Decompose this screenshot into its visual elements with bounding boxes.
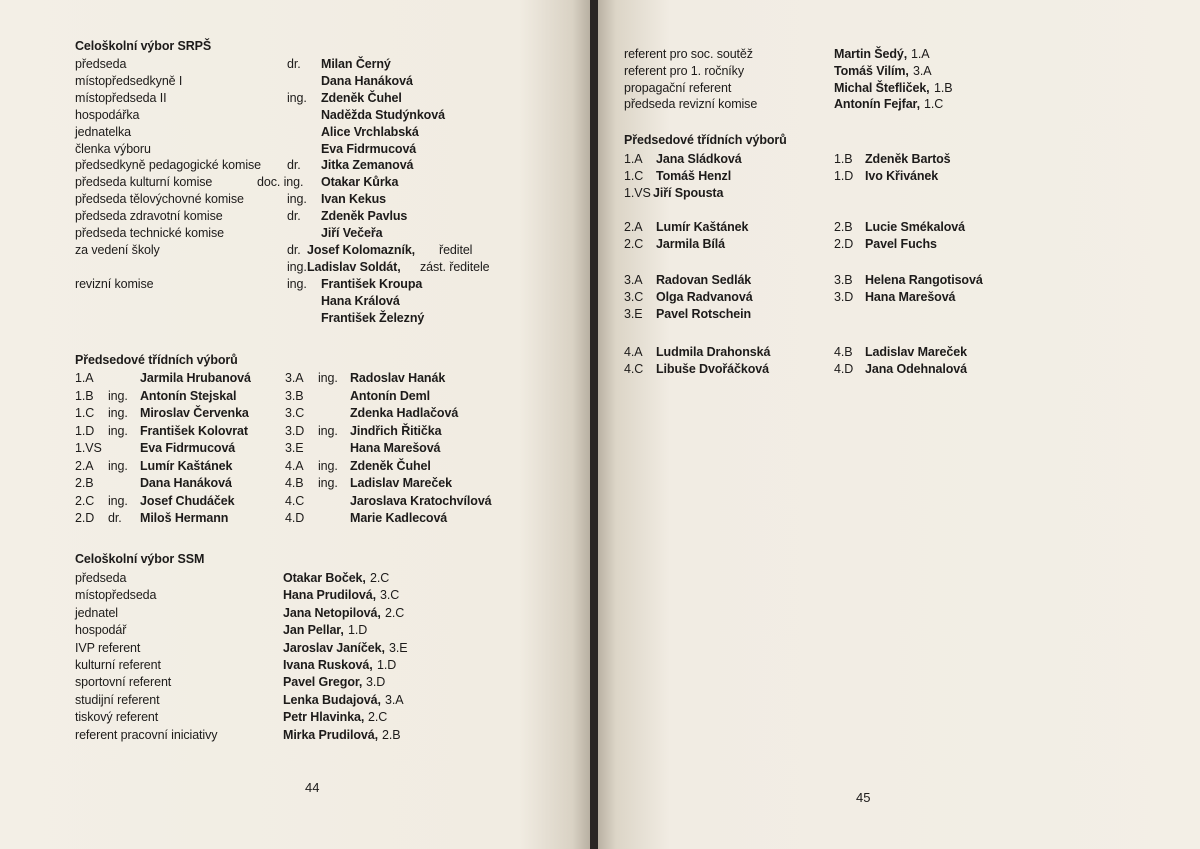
class-code: 3.A — [385, 692, 404, 707]
class-code: 4.B — [285, 476, 304, 490]
academic-title: ing. — [318, 476, 338, 490]
member-name: Antonín Fejfar, — [834, 97, 921, 112]
academic-title: ing. — [318, 458, 338, 473]
member-name: Jindřich Řitička — [350, 423, 442, 438]
class-code: 3.A — [913, 63, 932, 78]
role-label: předseda technické komise — [75, 226, 224, 240]
role-label: kulturní referent — [75, 658, 161, 672]
class-code: 2.B — [382, 727, 401, 742]
member-name: Ivan Kekus — [321, 192, 387, 207]
class-code: 3.E — [624, 307, 643, 322]
class-code: 3.A — [285, 371, 304, 385]
member-name: Michal Štefliček, — [834, 80, 930, 95]
class-code: 3.C — [624, 290, 644, 305]
member-name: Libuše Dvořáčková — [656, 362, 769, 377]
member-name: Jiří Večeřa — [321, 226, 383, 240]
class-code: 3.A — [624, 273, 643, 287]
section-heading: Celoškolní výbor SRPŠ — [75, 39, 212, 53]
class-code: 3.B — [285, 388, 304, 403]
role-label: jednatelka — [75, 124, 131, 139]
class-code: 3.B — [834, 273, 853, 287]
role-label: za vedení školy — [75, 242, 160, 257]
member-name: Olga Radvanová — [656, 290, 753, 305]
role-label: místopředseda II — [75, 90, 167, 105]
member-position: ředitel — [439, 242, 473, 257]
role-label: předseda tělovýchovné komise — [75, 192, 244, 207]
section-heading: Předsedové třídních výborů — [624, 133, 787, 147]
academic-title: ing. — [108, 423, 128, 438]
member-name: Miroslav Červenka — [140, 406, 249, 420]
role-label: referent pracovní iniciativy — [75, 727, 218, 742]
class-code: 4.D — [285, 511, 305, 525]
member-name: Ivo Křivánek — [865, 169, 939, 184]
member-name: Jitka Zemanová — [321, 158, 414, 173]
member-name: Pavel Gregor, — [283, 675, 363, 690]
member-name: Jan Pellar, — [283, 623, 344, 638]
class-code: 1.B — [834, 152, 853, 166]
class-code: 4.D — [834, 362, 854, 377]
member-name: Tomáš Henzl — [656, 169, 732, 184]
member-position: zást. ředitele — [420, 259, 490, 274]
class-code: 4.A — [285, 458, 304, 473]
member-name: Ivana Rusková, — [283, 658, 373, 672]
class-code: 4.C — [285, 493, 305, 508]
class-code: 1.VS — [624, 186, 651, 201]
member-name: Jana Odehnalová — [865, 362, 968, 377]
role-label: předseda kulturní komise — [75, 175, 213, 190]
member-name: Zdeněk Bartoš — [865, 152, 951, 166]
class-code: 1.D — [348, 623, 368, 638]
class-code: 4.C — [624, 362, 644, 377]
member-name: Pavel Fuchs — [865, 237, 937, 252]
member-name: Pavel Rotschein — [656, 307, 752, 322]
role-label: tiskový referent — [75, 710, 159, 725]
class-code: 1.C — [924, 97, 944, 112]
role-label: místopředsedkyně I — [75, 73, 183, 88]
member-name: Lenka Budajová, — [283, 692, 381, 707]
academic-title: ing. — [108, 458, 128, 473]
member-name: František Kolovrat — [140, 423, 248, 438]
member-name: Antonín Stejskal — [140, 388, 237, 403]
member-name: Lumír Kaštánek — [140, 458, 233, 473]
book-gutter — [590, 0, 598, 849]
academic-title: ing. — [287, 90, 307, 105]
member-name: Naděžda Studýnková — [321, 107, 445, 122]
member-name: Hana Králová — [321, 293, 400, 308]
class-code: 3.D — [366, 675, 386, 690]
class-code: 1.B — [934, 80, 953, 95]
role-label: sportovní referent — [75, 675, 172, 690]
class-code: 2.D — [834, 237, 854, 252]
role-label: studijní referent — [75, 692, 160, 707]
academic-title: ing. — [108, 493, 128, 508]
member-name: Ludmila Drahonská — [656, 345, 771, 359]
member-name: Otakar Boček, — [283, 571, 366, 585]
role-label: předseda zdravotní komise — [75, 209, 223, 224]
member-name: Zdenka Hadlačová — [350, 406, 459, 420]
member-name: František Kroupa — [321, 276, 423, 291]
member-name: Jana Sládková — [656, 152, 742, 166]
member-name: Helena Rangotisová — [865, 273, 983, 287]
academic-title: dr. — [287, 57, 301, 71]
member-name: Jaroslava Kratochvílová — [350, 493, 492, 508]
member-name: Dana Hanáková — [321, 73, 413, 88]
member-name: Otakar Kůrka — [321, 175, 399, 190]
member-name: Milan Černý — [321, 57, 391, 71]
role-label: hospodář — [75, 623, 127, 638]
class-code: 2.D — [75, 511, 95, 525]
class-code: 2.B — [834, 220, 853, 234]
member-name: Eva Fidrmucová — [140, 441, 236, 455]
role-label: místopředseda — [75, 588, 157, 603]
class-code: 2.C — [75, 493, 95, 508]
academic-title: ing. — [108, 406, 128, 420]
role-label: jednatel — [75, 605, 118, 620]
class-code: 2.C — [624, 237, 644, 252]
role-label: IVP referent — [75, 640, 141, 655]
member-name: Zdeněk Čuhel — [321, 90, 402, 105]
role-label: revizní komise — [75, 276, 154, 291]
member-name: Jana Netopilová, — [283, 605, 381, 620]
class-code: 3.D — [285, 423, 305, 438]
member-name: Antonín Deml — [350, 388, 431, 403]
member-name: Zdeněk Pavlus — [321, 209, 408, 224]
role-label: propagační referent — [624, 80, 732, 95]
member-name: Josef Kolomazník, — [307, 242, 416, 257]
academic-title: ing. — [318, 423, 338, 438]
academic-title: ing. — [287, 192, 307, 207]
role-label: předsedkyně pedagogické komise — [75, 158, 262, 173]
role-label: referent pro soc. soutěž — [624, 47, 753, 61]
class-code: 1.A — [911, 47, 930, 61]
role-label: předseda — [75, 57, 127, 71]
member-name: Martin Šedý, — [834, 47, 908, 61]
member-name: Marie Kadlecová — [350, 511, 448, 525]
member-name: Petr Hlavinka, — [283, 710, 365, 725]
member-name: Jarmila Hrubanová — [140, 371, 251, 385]
member-name: Ladislav Soldát, — [307, 259, 401, 274]
class-code: 3.D — [834, 290, 854, 305]
member-name: Ladislav Mareček — [350, 476, 452, 490]
class-code: 1.D — [75, 423, 95, 438]
class-code: 3.C — [285, 406, 305, 420]
member-name: Radovan Sedlák — [656, 273, 752, 287]
class-code: 1.A — [75, 371, 94, 385]
member-name: Ladislav Mareček — [865, 345, 967, 359]
academic-title: dr. — [287, 242, 301, 257]
member-name: Hana Marešová — [865, 290, 956, 305]
page-number: 44 — [305, 780, 320, 795]
academic-title: ing. — [318, 371, 338, 385]
member-name: Jaroslav Janíček, — [283, 640, 385, 655]
member-name: František Železný — [321, 310, 425, 325]
class-code: 1.D — [377, 658, 397, 672]
class-code: 2.C — [368, 710, 388, 725]
member-name: Lumír Kaštánek — [656, 220, 749, 234]
class-code: 2.C — [370, 571, 390, 585]
page-44 — [0, 0, 590, 849]
role-label: členka výboru — [75, 141, 151, 156]
member-name: Lucie Smékalová — [865, 220, 965, 234]
section-heading: Předsedové třídních výborů — [75, 353, 238, 367]
class-code: 1.B — [75, 388, 94, 403]
member-name: Hana Prudilová, — [283, 588, 376, 603]
member-name: Alice Vrchlabská — [321, 124, 419, 139]
class-code: 3.E — [389, 640, 408, 655]
member-name: Hana Marešová — [350, 441, 441, 455]
academic-title: ing. — [108, 388, 128, 403]
page-45 — [598, 0, 1200, 849]
class-code: 1.C — [624, 169, 644, 184]
section-heading: Celoškolní výbor SSM — [75, 552, 205, 566]
class-code: 2.A — [624, 220, 643, 234]
member-name: Josef Chudáček — [140, 493, 235, 508]
member-name: Jiří Spousta — [653, 186, 724, 201]
member-name: Tomáš Vilím, — [834, 63, 909, 78]
member-name: Eva Fidrmucová — [321, 141, 417, 156]
academic-title: dr. — [287, 209, 301, 224]
class-code: 2.A — [75, 458, 94, 473]
member-name: Jarmila Bílá — [656, 237, 725, 252]
page-number: 45 — [856, 790, 871, 805]
academic-title: ing. — [287, 276, 307, 291]
member-name: Mirka Prudilová, — [283, 727, 378, 742]
member-name: Miloš Hermann — [140, 511, 229, 525]
class-code: 1.A — [624, 152, 643, 166]
member-name: Radoslav Hanák — [350, 371, 446, 385]
class-code: 3.C — [380, 588, 400, 603]
class-code: 4.B — [834, 345, 853, 359]
role-label: předseda revizní komise — [624, 97, 758, 112]
class-code: 2.C — [385, 605, 405, 620]
role-label: referent pro 1. ročníky — [624, 63, 744, 78]
member-name: Zdeněk Čuhel — [350, 458, 431, 473]
class-code: 1.C — [75, 406, 95, 420]
class-code: 1.VS — [75, 441, 102, 455]
member-name: Dana Hanáková — [140, 476, 232, 490]
class-code: 2.B — [75, 476, 94, 490]
academic-title: dr. — [108, 511, 122, 525]
academic-title: doc. ing. — [257, 175, 304, 190]
academic-title: ing. — [287, 259, 307, 274]
role-label: předseda — [75, 571, 127, 585]
class-code: 3.E — [285, 441, 304, 455]
academic-title: dr. — [287, 158, 301, 173]
class-code: 4.A — [624, 345, 643, 359]
class-code: 1.D — [834, 169, 854, 184]
role-label: hospodářka — [75, 107, 140, 122]
